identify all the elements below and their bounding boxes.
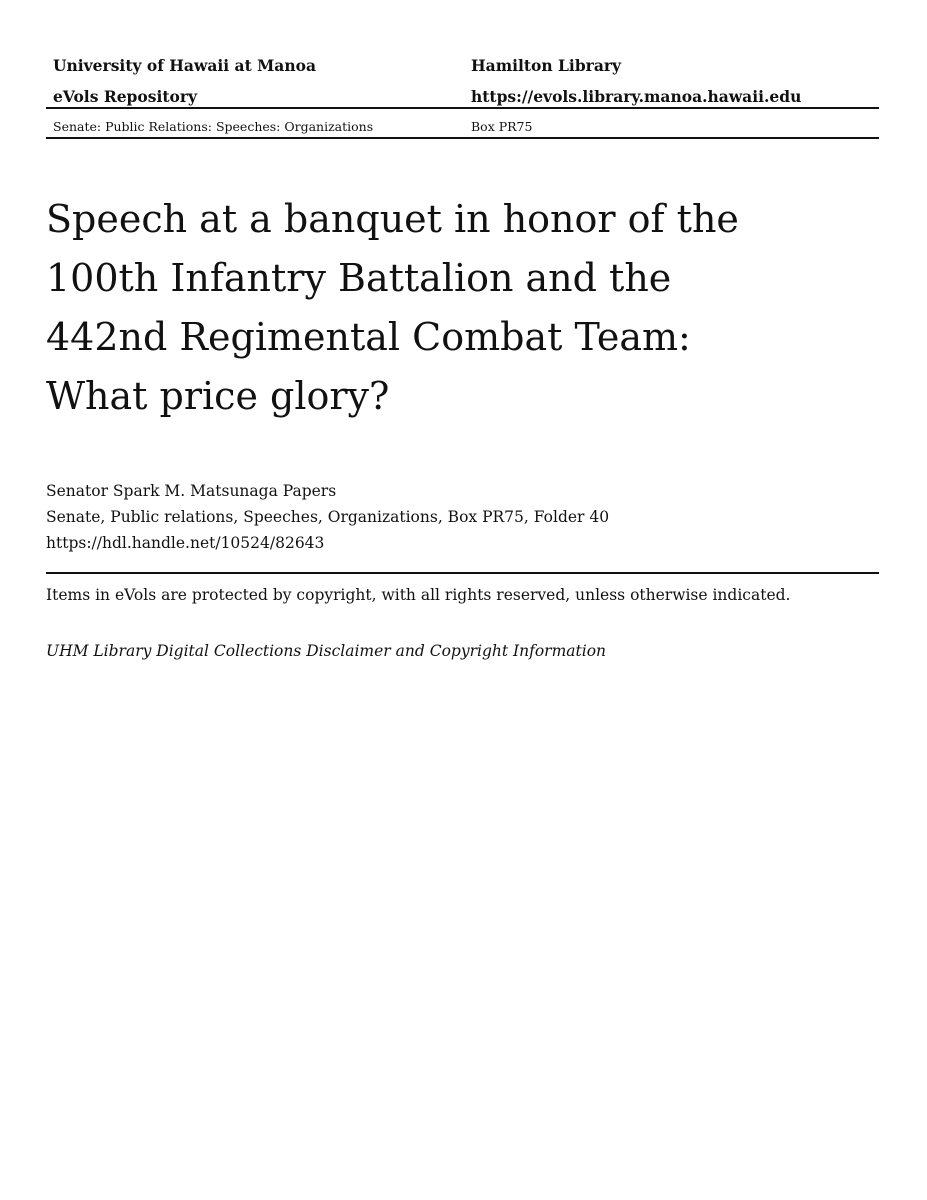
document-title [46, 190, 879, 426]
disclaimer-link[interactable]: UHM Library Digital Collections Disclaimer and Copyright Information [46, 642, 607, 660]
header-rule-bottom [46, 137, 879, 139]
institution-name: University of Hawaii at Manoa [53, 56, 316, 75]
handle-link[interactable]: https://hdl.handle.net/10524/82643 [46, 534, 325, 552]
repository-url-link[interactable]: https://evols.library.manoa.hawaii.edu [471, 87, 802, 106]
box-label: Box PR75 [471, 119, 533, 134]
collection-path: Senate: Public Relations: Speeches: Organizations [53, 119, 374, 134]
metadata-rule [46, 572, 879, 574]
title-line: 100th Infantry Battalion and the [46, 256, 672, 300]
folder-location: Senate, Public relations, Speeches, Organizations, Box PR75, Folder 40 [46, 508, 610, 526]
title-line: Speech at a banquet in honor of the [46, 197, 739, 241]
title-line: 442nd Regimental Combat Team: [46, 315, 691, 359]
copyright-notice: Items in eVols are protected by copyright, with all rights reserved, unless otherwise indicated. [46, 586, 791, 604]
collection-name: Senator Spark M. Matsunaga Papers [46, 482, 337, 500]
header-rule-top [46, 107, 879, 109]
title-line: What price glory? [46, 374, 390, 418]
library-name: Hamilton Library [471, 56, 622, 75]
document-metadata [46, 478, 609, 556]
repository-name: eVols Repository [53, 87, 198, 106]
